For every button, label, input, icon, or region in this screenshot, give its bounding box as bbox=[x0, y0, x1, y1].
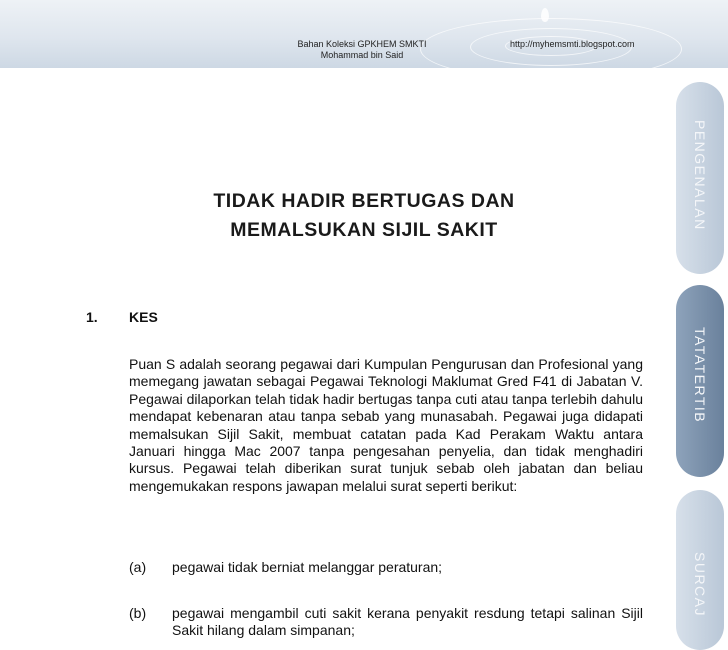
tab-surcaj[interactable] bbox=[676, 490, 724, 650]
tab-tatatertib[interactable] bbox=[676, 285, 724, 477]
tab-pengenalan[interactable] bbox=[676, 82, 724, 274]
list-item-label: (b) bbox=[129, 605, 147, 621]
title-line-2: MEMALSUKAN SIJIL SAKIT bbox=[230, 219, 498, 241]
header-url: http://myhemsmti.blogspot.com bbox=[510, 39, 635, 49]
section-title: KES bbox=[129, 309, 158, 325]
list-item-text: pegawai tidak berniat melanggar peraturan; bbox=[172, 559, 443, 575]
list-item-label: (a) bbox=[129, 559, 147, 575]
case-paragraph: Puan S adalah seorang pegawai dari Kumpulan Pengurusan dan Profesional yang memegang jawatan sebagai Pegawai Teknologi Maklumat Gred F41 di Jabatan V. Pegawai dilaporkan telah tidak hadir bertugas tanpa cuti atau tanpa terlebih dahulu mendapat kebenaran atau tanpa sebab yang munasabah. Pegawai juga didapati memalsukan Sijil Sakit, membuat catatan pada Kad Perakam Waktu antara Januari hingga Mac 2007 tanpa pengesahan penyelia, dan tidak menghadiri kursus. Pegawai telah diberikan surat tunjuk sebab oleh jabatan dan beliau mengemukakan respons jawapan melalui surat seperti berikut: bbox=[129, 356, 643, 494]
tab-label: PENGENALAN bbox=[692, 120, 708, 231]
tab-label: TATATERTIB bbox=[692, 327, 708, 424]
header-banner bbox=[0, 0, 728, 68]
title-line-1: TIDAK HADIR BERTUGAS DAN bbox=[213, 190, 515, 212]
tab-label: SURCAJ bbox=[692, 552, 708, 618]
water-drop-icon bbox=[541, 8, 549, 22]
document-title bbox=[140, 187, 588, 245]
header-author: Mohammad bin Said bbox=[320, 50, 404, 60]
header-collection-credit bbox=[262, 39, 462, 61]
header-collection-title: Bahan Koleksi GPKHEM SMKTI bbox=[297, 39, 427, 49]
section-number: 1. bbox=[86, 309, 98, 325]
list-item-text: pegawai mengambil cuti sakit kerana penyakit resdung tetapi salinan Sijil Sakit hilang dalam simpanan; bbox=[172, 605, 643, 639]
